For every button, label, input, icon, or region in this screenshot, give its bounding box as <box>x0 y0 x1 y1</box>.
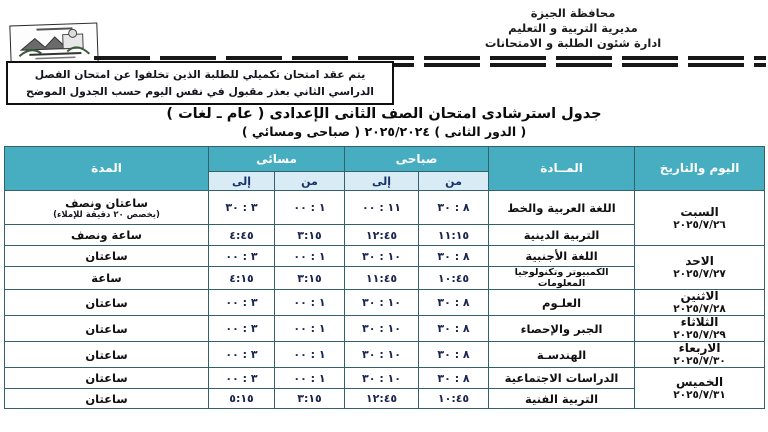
duration-cell: ساعتان <box>5 342 209 368</box>
evening-from-cell: ٣:١٥ <box>275 389 345 409</box>
duration-cell: ساعة ونصف <box>5 225 209 246</box>
col-header-day-date: اليوم والتاريخ <box>635 147 765 191</box>
letterhead-administration: ادارة شئون الطلبة و الامتحانات <box>484 36 662 50</box>
evening-from-cell: ١ : ٠٠ <box>275 368 345 389</box>
header-row-main <box>5 147 765 172</box>
subject-cell: العلـوم <box>489 290 635 316</box>
evening-to-cell: ٣ : ٠٠ <box>209 246 275 267</box>
day-date: ٢٠٢٥/٧/٣٠ <box>673 355 726 367</box>
day-date: ٢٠٢٥/٧/٢٩ <box>673 329 726 341</box>
morning-to-cell: ١٠ : ٣٠ <box>345 246 419 267</box>
day-date: ٢٠٢٥/٧/٣١ <box>673 388 726 401</box>
day-name: الاربعاء <box>678 341 721 355</box>
day-name: الخميس <box>675 374 724 389</box>
evening-from-cell: ١ : ٠٠ <box>275 290 345 316</box>
schedule-title <box>0 106 768 139</box>
letterhead-directorate: مديرية التربية و التعليم <box>508 21 638 35</box>
evening-to-cell: ٣ : ٠٠ <box>209 368 275 389</box>
notice-line-2: الدراسي الثاني بعذر مقبول في نفس اليوم حسب الجدول الموضح <box>25 85 375 98</box>
subject-cell: الهندسـة <box>489 342 635 368</box>
day-cell-tuesday <box>635 316 765 342</box>
subheader-morning-from: من <box>419 172 489 191</box>
morning-to-cell: ١٠ : ٣٠ <box>345 342 419 368</box>
letterhead-rule-top <box>94 56 766 60</box>
subject-cell: الدراسات الاجتماعية <box>489 368 635 389</box>
day-cell-thursday <box>635 368 765 409</box>
evening-to-cell: ٤:١٥ <box>209 267 275 290</box>
evening-from-cell: ١ : ٠٠ <box>275 342 345 368</box>
morning-to-cell: ١٢:٤٥ <box>345 389 419 409</box>
evening-to-cell: ٣ : ٠٠ <box>209 316 275 342</box>
col-header-subject: المــادة <box>489 147 635 191</box>
morning-from-cell: ١١:١٥ <box>419 225 489 246</box>
day-cell-wednesday <box>635 342 765 368</box>
subject-cell: الجبر والإحصاء <box>489 316 635 342</box>
table-row <box>5 368 765 389</box>
morning-from-cell: ٨ : ٣٠ <box>419 342 489 368</box>
morning-to-cell: ١١:٤٥ <box>345 267 419 290</box>
table-row <box>5 342 765 368</box>
day-date: ٢٠٢٥/٧/٢٦ <box>673 218 726 231</box>
duration-cell: ساعتان <box>5 290 209 316</box>
duration-cell: ساعة <box>5 267 209 290</box>
duration-cell: ساعتان <box>5 316 209 342</box>
day-cell-sunday <box>635 246 765 290</box>
subheader-evening-to: إلى <box>209 172 275 191</box>
duration-cell: ساعتان <box>5 368 209 389</box>
table-row <box>5 316 765 342</box>
morning-from-cell: ١٠:٤٥ <box>419 267 489 290</box>
table-row <box>5 191 765 225</box>
notice-box <box>6 61 394 105</box>
evening-to-cell: ٣ : ٠٠ <box>209 342 275 368</box>
col-header-evening: مسائى <box>209 147 345 172</box>
title-year: ٢٠٢٥/٢٠٢٤ <box>364 124 431 139</box>
duration-cell <box>5 191 209 225</box>
morning-to-cell: ١٠ : ٣٠ <box>345 368 419 389</box>
subject-cell: الكمبيوتر وتكنولوجيا المعلومات <box>489 267 635 290</box>
duration-text: ساعتان ونصف <box>65 195 148 210</box>
exam-schedule-table <box>4 146 765 409</box>
morning-from-cell: ٨ : ٣٠ <box>419 290 489 316</box>
title-line-2 <box>0 124 768 139</box>
day-date: ٢٠٢٥/٧/٢٨ <box>673 303 726 315</box>
evening-to-cell: ٣ : ٣٠ <box>209 191 275 225</box>
notice-line-1: يتم عقد امتحان تكميلي للطلبة الذين تخلفوا عن امتحان الفصل <box>34 68 366 81</box>
governorate-logo <box>9 22 98 65</box>
morning-to-cell: ١١ : ٠٠ <box>345 191 419 225</box>
day-cell-monday <box>635 290 765 316</box>
day-name: الثلاثاء <box>680 315 719 329</box>
morning-to-cell: ١٠ : ٣٠ <box>345 290 419 316</box>
col-header-morning: صباحى <box>345 147 489 172</box>
table-row <box>5 290 765 316</box>
day-name: الاحد <box>685 254 714 268</box>
subject-cell: اللغة العربية والخط <box>489 191 635 225</box>
evening-from-cell: ١ : ٠٠ <box>275 191 345 225</box>
subheader-evening-from: من <box>275 172 345 191</box>
subject-cell: التربية الدينية <box>489 225 635 246</box>
morning-from-cell: ٨ : ٣٠ <box>419 316 489 342</box>
day-name: السبت <box>680 204 719 219</box>
col-header-duration: المدة <box>5 147 209 191</box>
subheader-morning-to: إلى <box>345 172 419 191</box>
table-row <box>5 246 765 267</box>
evening-to-cell: ٥:١٥ <box>209 389 275 409</box>
evening-to-cell: ٣ : ٠٠ <box>209 290 275 316</box>
duration-cell: ساعتان <box>5 389 209 409</box>
morning-from-cell: ٨ : ٣٠ <box>419 246 489 267</box>
morning-to-cell: ١٠ : ٣٠ <box>345 316 419 342</box>
morning-from-cell: ٨ : ٣٠ <box>419 368 489 389</box>
morning-from-cell: ١٠:٤٥ <box>419 389 489 409</box>
subject-cell: اللغة الأجنبية <box>489 246 635 267</box>
evening-from-cell: ١ : ٠٠ <box>275 316 345 342</box>
duration-note: (يخصص ٢٠ دقيقة للإملاء) <box>53 209 160 220</box>
morning-to-cell: ١٢:٤٥ <box>345 225 419 246</box>
emblem-drawing <box>10 24 97 65</box>
day-name: الاثنين <box>680 289 719 303</box>
title-round: ( الدور الثانى ) <box>434 124 527 139</box>
day-cell-saturday <box>635 191 765 246</box>
subject-cell: التربية الفنية <box>489 389 635 409</box>
evening-from-cell: ٣:١٥ <box>275 267 345 290</box>
day-date: ٢٠٢٥/٧/٢٧ <box>673 268 726 280</box>
morning-from-cell: ٨ : ٣٠ <box>419 191 489 225</box>
evening-from-cell: ١ : ٠٠ <box>275 246 345 267</box>
letterhead <box>378 6 768 51</box>
duration-cell: ساعتان <box>5 246 209 267</box>
title-sessions: ( صباحى ومسائي ) <box>241 124 361 139</box>
title-line-1: جدول استرشادى امتحان الصف الثانى الإعدادى ( عام ـ لغات ) <box>166 106 602 122</box>
evening-from-cell: ٣:١٥ <box>275 225 345 246</box>
evening-to-cell: ٤:٤٥ <box>209 225 275 246</box>
letterhead-governorate: محافظة الجيزة <box>530 6 616 20</box>
